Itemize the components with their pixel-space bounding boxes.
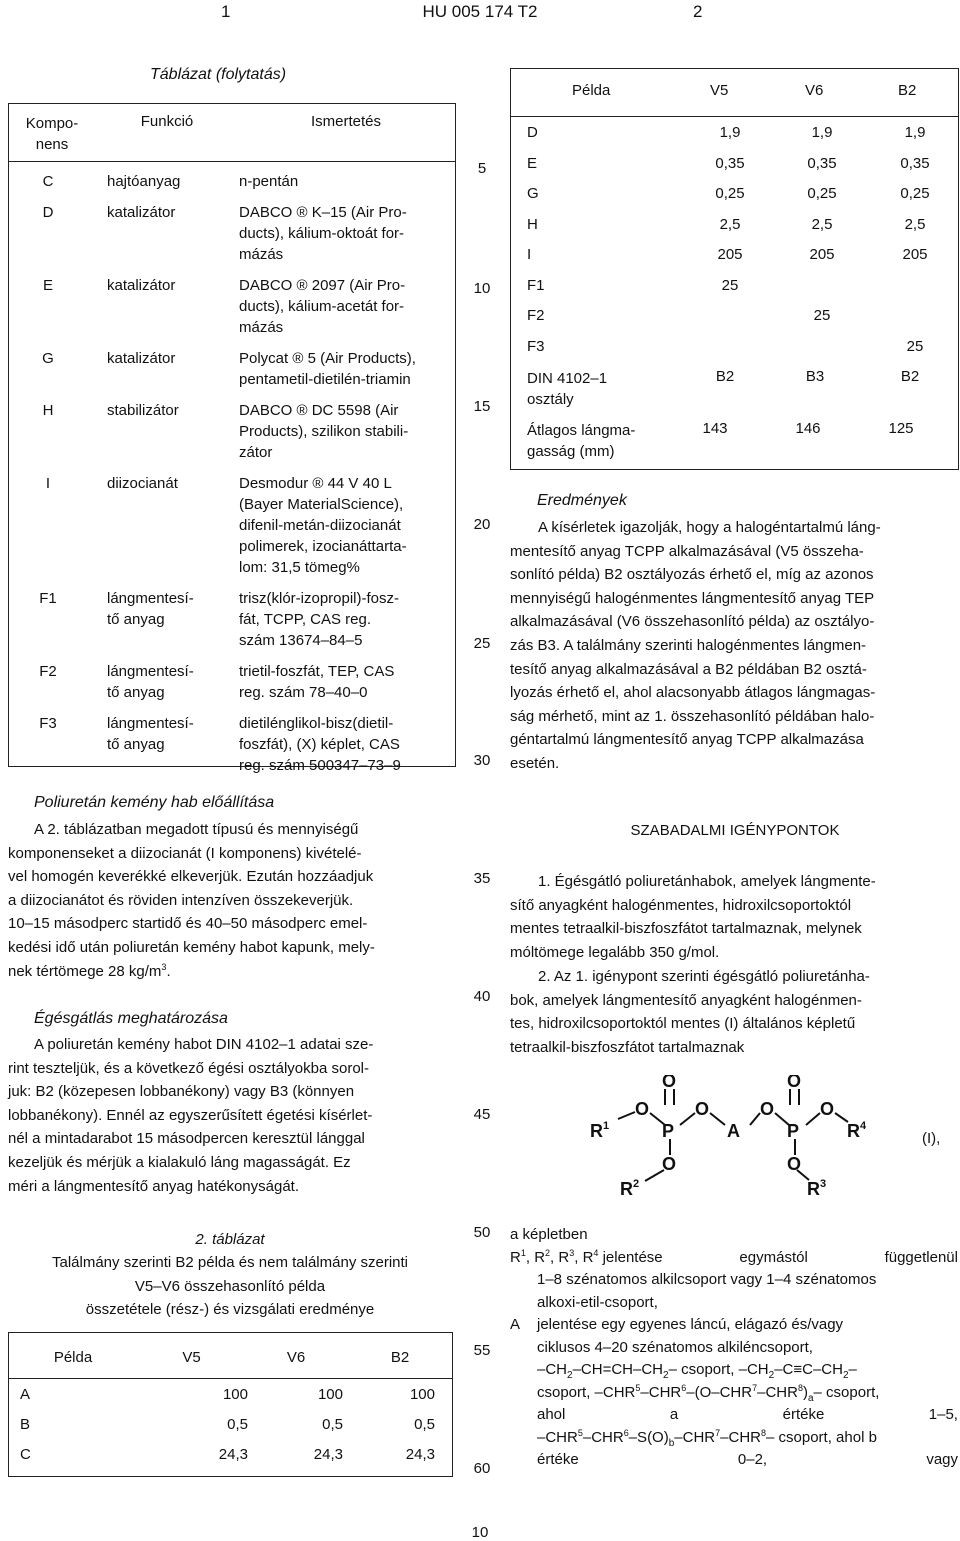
table-cell: F3 [39,715,57,732]
text-line: ducts), kálium-oktoát for- [239,225,405,242]
table-cell: B3 [805,368,825,385]
atom-oxygen: O [635,1099,650,1119]
text-line: sítő anyagként halogénmentes, hidroxilcsoportoktól [510,896,852,914]
text-line: szám 13674–84–5 [239,632,363,649]
text-line: lyozás érhető el, ahol alacsonyabb átlagos lángmagas- [510,684,876,702]
table-cell: 205 [809,246,835,263]
table-cell: F3 [527,337,545,355]
table-row [510,335,959,366]
table-row [8,400,454,473]
text-line: katalizátor [107,204,176,221]
section-heading: Égésgátlás meghatározása [34,1010,228,1027]
table-cell: 100 [317,1386,343,1403]
table-cell: A [20,1386,31,1403]
text-line: csoport, $-CHR^5-CHR^6-(O-CHR^7-CHR^8)_a-$ csoport, [537,1382,880,1404]
line-number: 10 [473,280,491,297]
table-row [510,121,959,152]
text-line: mentes tetraalkil-biszfoszfátot tartalmaznak, melynek [510,920,862,938]
text-line: ahol a értéke 1–5, [537,1406,958,1423]
formula-label: (I), [922,1130,941,1147]
text-line: ság mérhető, mint az 1. összehasonlító példában halo- [510,707,875,725]
table-row [8,1412,453,1442]
table-cell: 24,3 [405,1446,435,1463]
table-row [8,1442,453,1472]
text-line: lom: 31,5 tömeg% [239,559,360,576]
table-cell: F2 [39,663,57,680]
table-cell [107,202,175,223]
text-line: tesítő anyag alkalmazásával a B2 példában B2 osztá- [510,660,867,678]
text-line: DABCO ® DC 5598 (Air [239,402,399,419]
table2-title: 2. táblázat [195,1231,265,1248]
results-body [510,516,958,776]
text-line: ducts), kálium-acetát for- [239,298,405,315]
atom-r4: $R^4$ [847,1120,867,1141]
table-cell: F1 [527,276,545,294]
text-line: dietilénglikol-bisz(dietil- [239,715,394,732]
text-line: alkoxi-etil-csoport, [537,1293,658,1311]
text-line: diizocianát [107,475,178,492]
text-line: kezeljük és mérjük a kialakuló láng magasságát. Ez [8,1153,351,1171]
text-line: juk: B2 (közepesen lobbanékony) vagy B3 (könnyen [8,1083,355,1101]
label-line: Átlagos lángma- [527,422,636,439]
text-line: bok, amelyek lángmentesítő anyagként halogénmen- [510,991,862,1009]
table-cell: 1,9 [719,124,741,141]
table-cell [239,348,416,390]
table2-header: Példa [53,1348,93,1366]
table-cell [239,275,405,338]
table2-header: V6 [286,1348,306,1366]
text-line: mennyiségű halogénmentes lángmentesítő anyag TEP [510,589,875,607]
text-line: reg. szám 500347–73–9 [239,757,401,774]
table1-caption: Táblázat (folytatás) [150,66,287,83]
bond [750,1113,760,1125]
text-line: fát, TCPP, CAS reg. [239,611,372,628]
table-row [8,588,454,661]
text-line: rint teszteljük, és a következő égési osztályokba sorol- [8,1059,370,1077]
table-row [8,473,454,588]
text-line: hajtóanyag [107,173,181,190]
table3-header: B2 [898,82,917,99]
table-cell: 205 [717,246,743,263]
bond [618,1112,635,1119]
table-cell: 2,5 [719,215,741,233]
line-number: 50 [473,1224,491,1241]
text-line: DABCO ® 2097 (Air Pro- [239,277,406,294]
table-cell: 1,9 [811,124,833,141]
atom-a: A [727,1121,740,1141]
unit-superscript: 3 [161,961,167,972]
table-row [510,274,959,305]
table-cell: 0,5 [227,1416,248,1433]
text-line: tő anyag [107,611,165,628]
text-line: lángmentesí- [107,590,194,607]
table2-header: B2 [390,1348,410,1366]
atom-oxygen: O [760,1099,775,1119]
claims-title: SZABADALMI IGÉNYPONTOK [630,822,840,839]
table-cell [239,661,394,703]
label-line: DIN 4102–1 [527,370,608,387]
text-line: a diizocianátot és röviden intenzíven összekeverjük. [8,891,354,909]
table-row [8,1382,453,1412]
table-cell: 24,3 [218,1446,248,1463]
table-row [510,152,959,183]
table1-header-komponens: Kompo- nens [25,115,79,153]
text-line: géntartalmú lángmentesítő anyag TCPP alkalmazása [510,731,864,749]
table-cell [239,202,407,265]
table3-din-label [527,368,607,410]
text-line: Polycat ® 5 (Air Products), [239,350,416,367]
table-cell: 146 [795,420,821,437]
table1-body [8,171,454,776]
table-cell [107,275,175,296]
label-line: gasság (mm) [527,443,615,460]
table-cell: B2 [900,368,920,385]
table3-body [510,121,959,365]
atom-oxygen: O [662,1075,677,1091]
line-number: 30 [473,752,491,769]
text-fragment: nek tértömege 28 kg/m [8,962,162,980]
text-line: $-CHR^5-CHR^6-S(O)_b-CHR^7-CHR^8-$ csoport, ahol b [537,1427,877,1449]
table3-header-divider [510,116,959,117]
text-line: nél a mintadarabot 15 másodpercen keresztül lánggal [8,1130,365,1148]
bond [806,1113,820,1125]
table-cell: 0,25 [807,185,837,202]
table-cell [107,171,180,192]
table-cell: 100 [409,1386,435,1403]
text-line: Products), szilikon stabili- [239,423,409,440]
text-line: móltömege legalább 350 g/mol. [510,943,720,961]
table-cell: 205 [902,246,928,263]
table-cell: B2 [715,368,735,385]
text-line: jelentése egy egyenes láncú, elágazó és/vagy [537,1316,844,1333]
line-number: 40 [473,988,491,1005]
caption-line: V5–V6 összehasonlító példa [134,1277,326,1295]
table-row [8,348,454,400]
section2-body [8,1033,450,1198]
text-fragment: . [166,962,171,980]
page-number-right: 2 [693,2,703,21]
table3-header: V5 [710,82,729,99]
table-cell: F2 [527,307,545,324]
a-definition [510,1314,958,1337]
table-cell [107,588,194,630]
text-line: mázás [239,319,284,336]
text-line: 10–15 másodperc startidő és 40–50 másodperc emel- [8,915,368,933]
atom-oxygen: O [787,1075,802,1091]
text-line: tő anyag [107,684,165,701]
table-cell: 1,9 [904,124,926,141]
table-row [510,213,959,244]
table-cell: B [20,1416,31,1433]
table-cell: I [527,246,532,263]
line-number: 20 [473,516,491,533]
table-cell [107,661,194,703]
line-number: 5 [477,160,487,177]
table-cell: I [45,475,51,492]
table-cell: 25 [813,307,831,324]
section-heading: Poliuretán kemény hab előállítása [34,794,275,811]
table-cell: 0,35 [715,154,745,172]
atom-phosphorus: P [787,1121,800,1141]
table-cell [239,588,399,651]
text-line: tő anyag [107,736,165,753]
claim-2 [510,965,958,1059]
text-line: A kísérletek igazolják, hogy a halogéntartalmú láng- [538,519,881,536]
table-cell [107,400,179,421]
table-cell: 0,35 [807,154,837,172]
text-line: tetraalkil-biszfoszfátot tartalmaznak [510,1038,745,1056]
text-line: mentesítő anyag TCPP alkalmazásával (V5 összeha- [510,542,864,560]
table-cell [107,348,175,369]
table-cell: H [527,215,538,233]
text-line: ciklusos 4–20 szénatomos alkiléncsoport, [537,1338,813,1356]
text-line: zátor [239,444,273,461]
table2-caption [0,1228,460,1322]
table-row [510,243,959,274]
text-line: A 2. táblázatban megadott típusú és mennyiségű [34,821,359,838]
label-line: osztály [527,391,574,408]
text-line: a képletben [510,1226,588,1243]
table-row [8,713,454,776]
line-number: 15 [473,398,491,415]
atom-r2: $R^2$ [620,1178,640,1199]
atom-oxygen: O [695,1099,710,1119]
table-row [8,275,454,348]
text-line: tes, hidroxilcsoportoktól mentes (I) általános képletű [510,1015,856,1033]
table-row [8,202,454,275]
text-line: A poliuretán kemény habot DIN 4102–1 adatai sze- [34,1036,374,1053]
table-cell: 125 [888,420,914,437]
table-cell: D [42,204,54,221]
text-line [8,960,450,984]
table3-flame-label [527,420,635,462]
table-row [8,171,454,202]
table-cell: G [527,185,539,202]
r-definition: $R^1$, $R^2$, $R^3$, $R^4$ jelentése egymástól függetlenül [510,1247,958,1266]
chemical-formula [585,1075,885,1205]
bond [680,1113,695,1125]
table-cell: 0,25 [715,185,745,202]
table-cell: 25 [721,276,739,294]
table-row [510,304,959,335]
formula-atoms [590,1075,867,1199]
table-cell: E [42,277,53,294]
text-line: DABCO ® K–15 (Air Pro- [239,204,407,221]
text-line: alkalmazásával (V6 összehasonlító példa) az osztályo- [510,613,875,631]
document-number: HU 005 174 T2 [422,2,538,21]
table-row [510,182,959,213]
line-number: 45 [473,1106,491,1123]
text-line: Desmodur ® 44 V 40 L [239,475,392,492]
text-line: sonlító példa) B2 osztályozás érhető el, míg az azonos [510,566,874,584]
text-line: difenil-metán-diizocianát [239,517,401,534]
table-cell: 2,5 [811,215,833,233]
table-cell: F1 [39,590,57,607]
table-cell: D [527,124,538,141]
table-cell: E [527,154,538,172]
line-number: 60 [473,1460,491,1477]
section1-body [8,818,450,983]
section-heading: Eredmények [537,492,627,509]
table-cell [239,400,408,463]
table1-header-ismertetes: Ismertetés [310,113,382,130]
table-cell [239,473,407,578]
table-cell: 0,5 [414,1416,435,1433]
text-line: értéke 0–2, vagy [537,1451,958,1468]
table2-header: V5 [182,1348,201,1366]
table3-header: V6 [805,82,824,99]
table-cell: 2,5 [904,215,926,233]
table-cell: 100 [222,1386,248,1403]
text-line: lobbanékony). Ennél az egyszerűsített égetési kísérlet- [8,1106,373,1124]
table-cell: 143 [702,420,728,437]
formula-definitions [510,1224,958,1472]
text-line: polimerek, izocianáttarta- [239,538,407,555]
text-line: stabilizátor [107,402,179,419]
atom-phosphorus: P [662,1121,675,1141]
table-cell [107,473,178,494]
table-cell: C [42,173,54,190]
table2-body [8,1382,453,1472]
text-line: reg. szám 78–40–0 [239,684,368,701]
line-number: 35 [473,870,491,887]
line-number: 25 [473,635,491,652]
text-line: komponenseket a diizocianát (I komponens) kivételé- [8,844,362,862]
text-line: trisz(klór-izopropil)-fosz- [239,590,400,607]
page-number-left: 1 [221,2,231,21]
footer-page-number: 10 [471,1524,489,1541]
table-cell: 0,5 [322,1416,343,1433]
text-line: kedési idő után poliuretán kemény habot kapunk, mely- [8,938,375,956]
atom-oxygen: O [787,1154,802,1174]
claim-1 [510,870,958,964]
atom-r1: $R^1$ [590,1120,610,1141]
caption-line: Találmány szerinti B2 példa és nem találmány szerinti [52,1254,408,1272]
text-line: (Bayer MaterialScience), [239,496,404,513]
text-line: 2. Az 1. igénypont szerinti égésgátló poliuretánha- [538,968,870,985]
table-cell: H [42,402,54,419]
line-number: 55 [473,1342,491,1359]
table-cell: 24,3 [313,1446,343,1463]
text-line: foszfát), (X) képlet, CAS [239,736,400,753]
text-line: méri a lángmentesítő anyag hatékonyságát. [8,1177,300,1195]
text-line: 1–8 szénatomos alkilcsoport vagy 1–4 szénatomos [537,1271,877,1288]
table1-header-funkcio: Funkció [140,113,194,130]
table-row [8,661,454,713]
table-cell: 25 [906,337,924,355]
table-cell: 0,25 [900,185,930,202]
table-cell [239,713,401,776]
text-line: trietil-foszfát, TEP, CAS [239,663,395,680]
table3-header: Példa [572,82,611,99]
text-line: katalizátor [107,277,176,294]
table-cell [107,713,194,755]
text-line: n-pentán [239,173,299,190]
table-cell: 0,35 [900,154,930,172]
text-line: pentametil-dietilén-triamin [239,371,411,388]
table-cell [239,171,298,192]
text-line: esetén. [510,754,560,772]
text-line: vel homogén keverékké elkeverjük. Ezután hozzáadjuk [8,868,374,886]
text-line: lángmentesí- [107,663,194,680]
atom-oxygen: O [662,1154,677,1174]
table3-header-row [510,82,959,104]
table-cell: C [20,1446,31,1463]
atom-r3: $R^3$ [807,1178,827,1199]
text-line: lángmentesí- [107,715,194,732]
text-line: katalizátor [107,350,176,367]
text-line: $-CH_2-CH=CH-CH_2-$ csoport, $-CH_2-C\equiv C-CH_2-$ [537,1361,857,1381]
text-line: zás B3. A találmány szerinti halogénmentes lángmen- [510,636,867,654]
text-line: mázás [239,246,284,263]
text-line: 1. Égésgátló poliuretánhabok, amelyek lángmente- [538,873,876,890]
atom-oxygen: O [820,1099,835,1119]
caption-line: összetétele (rész-) és vizsgálati eredménye [85,1301,375,1319]
bond [710,1113,725,1125]
text-fragment: A [510,1316,521,1333]
table1-header-divider [8,161,456,162]
table-cell: G [42,350,54,367]
